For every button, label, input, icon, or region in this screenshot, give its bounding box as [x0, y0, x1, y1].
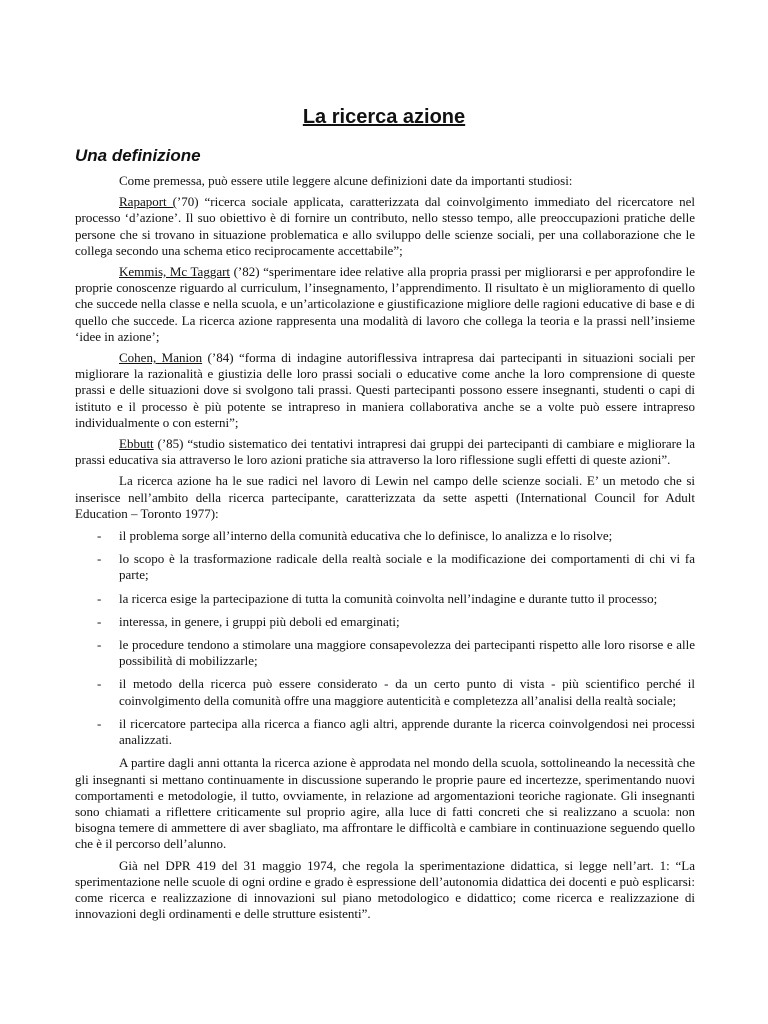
definition-cohen [75, 350, 695, 431]
list-item-text: il problema sorge all’interno della comunità educativa che lo definisce, lo analizza e lo risolve; [119, 528, 613, 544]
bullet-dash: - [97, 551, 102, 567]
list-item-text: il ricercatore partecipa alla ricerca a fianco agli altri, apprende durante la ricerca coinvolgendosi nei processi analizzati. [119, 715, 695, 748]
definition-text: (’85) “studio sistematico dei tentativi intrapresi dai gruppi dei partecipanti di cambiare e migliorare la prassi educativa sia attraverso le loro azioni pratiche sia attraverso la loro riflessione sugli effetti di queste azioni”. [75, 436, 695, 468]
definition-text: (’82) “sperimentare idee relative alla propria prassi per migliorarsi e per approfondire le proprie conoscenze riguardo al curriculum, l’insegnamento, l’apprendimento. Il risultato è un miglioramento di quello che succede nella classe e nella scuola, e un’articolazione e giustificazione migliore delle ragioni educative di base e di quello che succede. La ricerca azione rappresenta una modalità di lavoro che collega la teoria e la prassi nell’insieme ‘idee in azione’; [75, 264, 695, 344]
definition-text: ’70) “ricerca sociale applicata, caratterizzata dal coinvolgimento immediato del ricercatore nel processo ‘d’azione’. Il suo obiettivo è di fornire un contributo, nello stesso tempo, alle preoccupazioni pratiche delle persone che si trovano in situazione problematica e allo sviluppo delle scienze sociali, per una collaborazione che le collega secondo una schema etico reciprocamente accettabile”; [75, 194, 695, 258]
definition-author: Rapaport ( [119, 194, 177, 210]
list-item [75, 614, 695, 630]
bullet-dash: - [97, 590, 102, 606]
bullet-dash: - [97, 613, 102, 629]
list-item [75, 528, 695, 544]
bullet-dash: - [97, 676, 102, 692]
list-item [75, 591, 695, 607]
lewin-paragraph: La ricerca azione ha le sue radici nel lavoro di Lewin nel campo delle scienze sociali. E’ un metodo che si inserisce nell’ambito della ricerca partecipante, caratterizzata da sette aspetti (International Council for Adult Education – Toronto 1977): [75, 473, 695, 521]
list-item-text: interessa, in genere, i gruppi più deboli ed emarginati; [119, 613, 400, 629]
bullet-dash: - [97, 637, 102, 653]
intro-paragraph: Come premessa, può essere utile leggere alcune definizioni date da importanti studiosi: [119, 173, 573, 188]
section-heading: Una definizione [75, 146, 201, 165]
definition-text: (’84) “forma di indagine autoriflessiva intrapresa dai partecipanti in situazioni sociali per migliorare la razionalità e giustizia delle loro prassi sociali o educative come anche la loro comprensione di queste prassi e delle situazioni dove si svolgono tali prassi. Questi partecipanti possono essere insegnanti, studenti o capi di istituto e il processo è più potente se intrapreso in maniera collaborativa anche se a volte può essere intrapreso individualmente o con esterni”; [75, 350, 695, 430]
list-item [75, 676, 695, 708]
document-body [75, 173, 695, 927]
school-paragraph: A partire dagli anni ottanta la ricerca azione è approdata nel mondo della scuola, sottolineando la necessità che gli insegnanti si mettano continuamente in discussione superando le proprie paure ed incertezze, sperimentando nuovi comportamenti e metodologie, il tutto, ovviamente, in relazione ad argomentazioni teoriche ragionate. Gli insegnanti sono chiamati a riflettere criticamente sul proprio agire, alla luce di fatti concreti che si realizzano a scuola: non bisogna temere di ammettere di aver sbagliato, ma affrontare le difficoltà e cambiare in continuazione seguendo quello che è il percorso dell’alunno. [75, 755, 695, 852]
list-item-text: la ricerca esige la partecipazione di tutta la comunità coinvolta nell’indagine e durante tutto il processo; [119, 590, 658, 606]
list-item-text: le procedure tendono a stimolare una maggiore consapevolezza dei partecipanti rispetto alle loro risorse e alle possibilità di mobilizzarle; [119, 637, 695, 669]
list-item-text: lo scopo è la trasformazione radicale della realtà sociale e la modificazione dei comportamenti di chi vi fa parte; [119, 551, 695, 583]
definition-author: Kemmis, Mc Taggart [119, 264, 231, 280]
definition-ebbutt [75, 436, 695, 468]
definition-rapaport [75, 194, 695, 259]
list-item [75, 637, 695, 669]
dpr-paragraph: Già nel DPR 419 del 31 maggio 1974, che regola la sperimentazione didattica, si legge nell’art. 1: “La sperimentazione nelle scuole di ogni ordine e grado è espressione dell’autonomia didattica dei docenti e può esplicarsi: come ricerca e realizzazione di innovazioni sul piano metodologico e didattico; come ricerca e realizzazione di innovazioni degli ordinamenti e delle strutture esistenti”. [75, 857, 695, 922]
aspects-list [75, 528, 695, 748]
definition-author: Ebbutt [119, 436, 154, 452]
list-item [75, 716, 695, 748]
definition-author: Cohen, Manion [119, 350, 203, 366]
bullet-dash: - [97, 528, 102, 544]
list-item-text: il metodo della ricerca può essere considerato - da un certo punto di vista - più scientifico perché il coinvolgimento della comunità offre una maggiore autenticità e completezza all’analisi della realtà sociale; [119, 676, 695, 708]
list-item [75, 551, 695, 583]
definition-kemmis [75, 264, 695, 345]
page-title: La ricerca azione [302, 106, 466, 128]
bullet-dash: - [97, 715, 102, 731]
